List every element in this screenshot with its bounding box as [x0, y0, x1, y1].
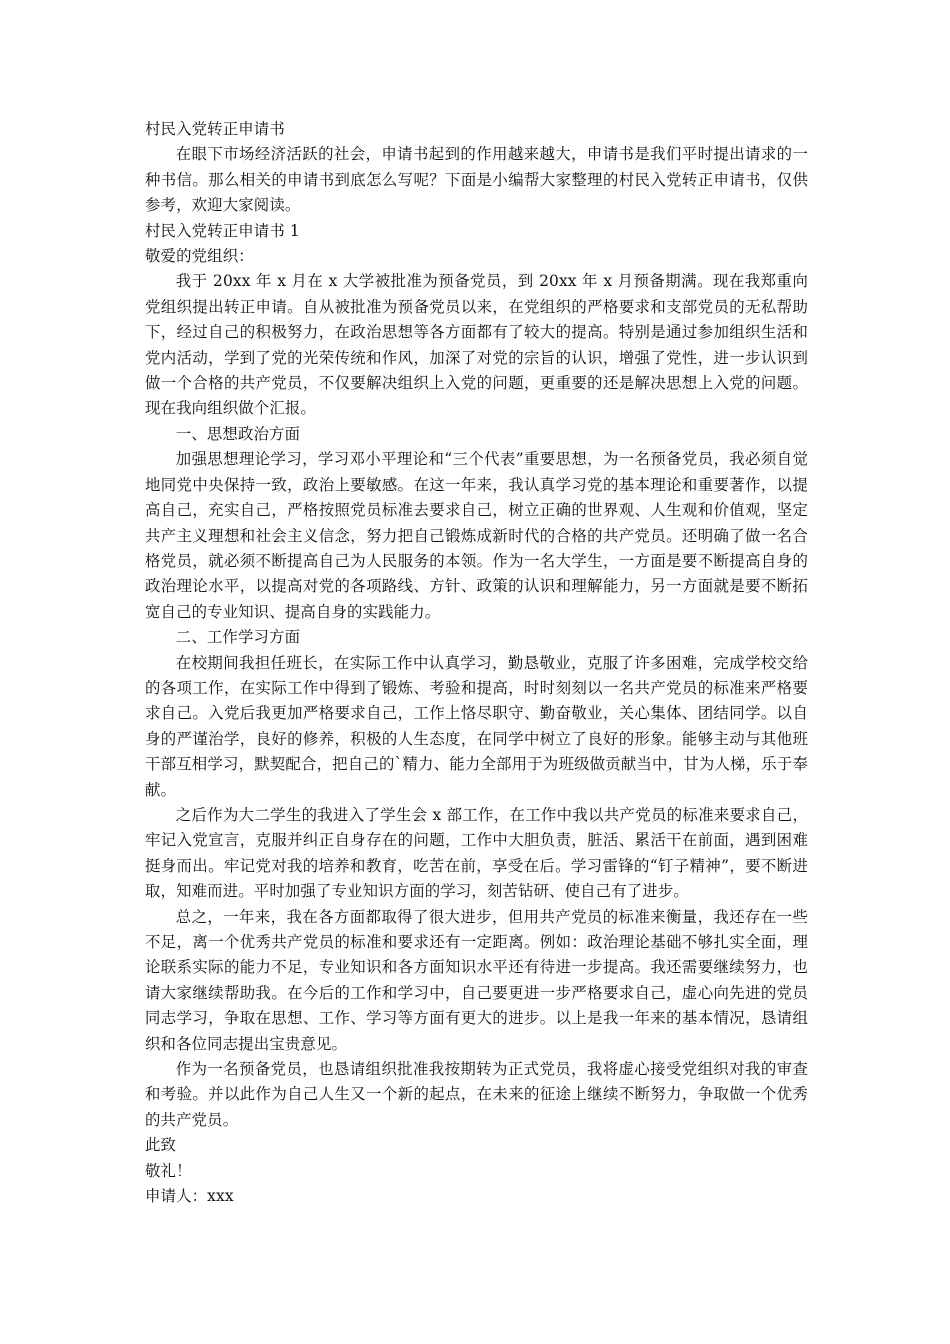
section-heading-political: 一、思想政治方面: [175, 424, 301, 443]
paragraph-request: 作为一名预备党员，也恳请组织批准我按期转为正式党员，我将虚心接受党组织对我的审查和考验。并以此作为自己人生又一个新的起点，在未来的征途上继续不断努力，争取做一个优秀的共产党员。: [145, 1060, 808, 1129]
letter-subtitle: 村民入党转正申请书 1: [145, 221, 300, 240]
paragraph-opening: 我于 20xx 年 x 月在 x 大学被批准为预备党员，到 20xx 年 x 月预备期满。现在我郑重向党组织提出转正申请。自从被批准为预备党员以来，在党组织的严格要求和支部党员的无私帮助下，经过自己的积极努力，在政治思想等各方面都有了较大的提高。特别是通过参加组织生活和党内活动，学到了党的光荣传统和作风，加深了对党的宗旨的认识，增强了党性，进一步认识到做一个合格的共产党员，不仅要解决组织上入党的问题，更重要的还是解决思想上入党的问题。现在我向组织做个汇报。: [145, 272, 808, 418]
closing-cizhi: 此致: [145, 1136, 177, 1155]
document-body: [145, 117, 808, 1209]
paragraph-summary: 总之，一年来，我在各方面都取得了很大进步，但用共产党员的标准来衡量，我还存在一些不足，离一个优秀共产党员的标准和要求还有一定距离。例如：政治理论基础不够扎实全面，理论联系实际的能力不足，专业知识和各方面知识水平还有待进一步提高。我还需要继续努力，也请大家继续帮助我。在今后的工作和学习中，自己要更进一步严格要求自己，虚心向先进的党员同志学习，争取在思想、工作、学习等方面有更大的进步。以上是我一年来的基本情况，恳请组织和各位同志提出宝贵意见。: [145, 907, 808, 1053]
paragraph-student-union: 之后作为大二学生的我进入了学生会 x 部工作，在工作中我以共产党员的标准来要求自己，牢记入党宣言，克服并纠正自身存在的问题，工作中大胆负责，脏活、累活干在前面，遇到困难挺身而出。牢记党对我的培养和教育，吃苦在前，享受在后。学习雷锋的“钉子精神”，要不断进取，知难而进。平时加强了专业知识方面的学习，刻苦钻研、使自己有了进步。: [145, 805, 808, 901]
closing-jingli: 敬礼！: [145, 1161, 192, 1180]
document-title: 村民入党转正申请书: [145, 120, 285, 138]
paragraph-political: 加强思想理论学习，学习邓小平理论和“三个代表”重要思想，为一名预备党员，我必须自觉地同党中央保持一致，政治上要敏感。在这一年来，我认真学习党的基本理论和重要著作，以提高自己，充实自己，严格按照党员标准去要求自己，树立正确的世界观、人生观和价值观，坚定共产主义理想和社会主义信念，努力把自己锻炼成新时代的合格的共产党员。还明确了做一名合格党员，就必须不断提高自己为人民服务的本领。作为一名大学生，一方面是要不断提高自身的政治理论水平，以提高对党的各项路线、方针、政策的认识和理解能力，另一方面就是要不断拓宽自己的专业知识、提高自身的实践能力。: [145, 450, 808, 621]
section-heading-work-study: 二、工作学习方面: [175, 628, 301, 647]
salutation: 敬爱的党组织：: [145, 247, 254, 266]
paragraph-class-monitor: 在校期间我担任班长，在实际工作中认真学习，勤恳敬业，克服了许多困难，完成学校交给的各项工作，在实际工作中得到了锻炼、考验和提高，时时刻刻以一名共产党员的标准来严格要求自己。入党后我更加严格要求自己，工作上恪尽职守、勤奋敬业，关心集体、团结同学。以自身的严谨治学，良好的修养，积极的人生态度，在同学中树立了良好的形象。能够主动与其他班干部互相学习，默契配合，把自己的`精力、能力全部用于为班级做贡献当中，甘为人梯，乐于奉献。: [145, 653, 808, 799]
applicant-signature: 申请人：xxx: [145, 1187, 234, 1206]
intro-paragraph: 在眼下市场经济活跃的社会，申请书起到的作用越来越大，申请书是我们平时提出请求的一种书信。那么相关的申请书到底怎么写呢？下面是小编帮大家整理的村民入党转正申请书，仅供参考，欢迎大家阅读。: [145, 145, 808, 215]
